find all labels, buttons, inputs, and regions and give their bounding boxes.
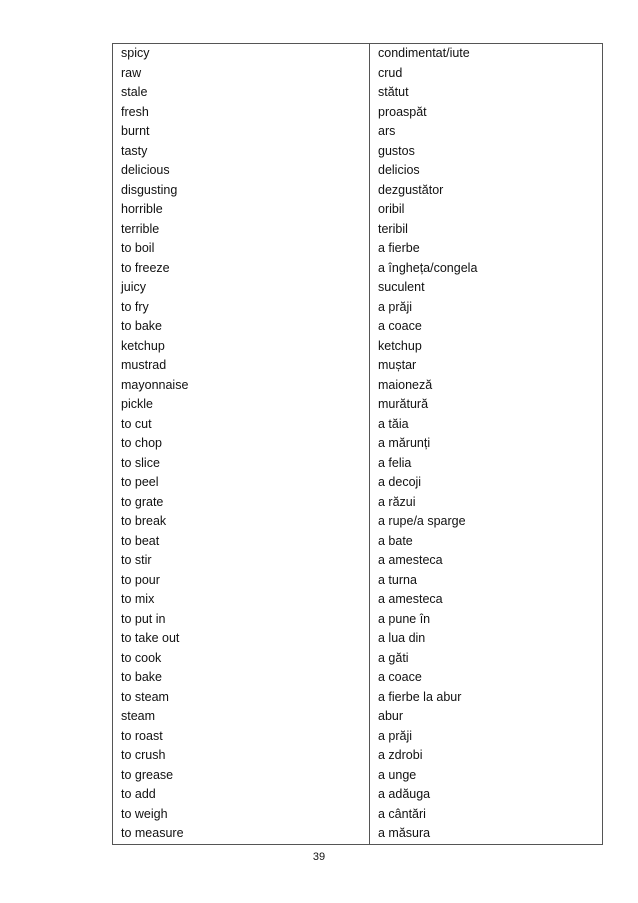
english-term: to freeze — [113, 259, 370, 279]
table-row — [113, 766, 603, 786]
table-row — [113, 64, 603, 84]
table-row — [113, 356, 603, 376]
romanian-translation: crud — [370, 64, 603, 84]
table-row — [113, 668, 603, 688]
english-term: to chop — [113, 434, 370, 454]
english-term: to grease — [113, 766, 370, 786]
romanian-translation: a coace — [370, 317, 603, 337]
romanian-translation: a găti — [370, 649, 603, 669]
english-term: to slice — [113, 454, 370, 474]
romanian-translation: murătură — [370, 395, 603, 415]
table-row — [113, 551, 603, 571]
table-row — [113, 376, 603, 396]
english-term: stale — [113, 83, 370, 103]
english-term: to measure — [113, 824, 370, 844]
table-row — [113, 688, 603, 708]
english-term: raw — [113, 64, 370, 84]
romanian-translation: suculent — [370, 278, 603, 298]
english-term: to put in — [113, 610, 370, 630]
english-term: mayonnaise — [113, 376, 370, 396]
romanian-translation: oribil — [370, 200, 603, 220]
english-term: to mix — [113, 590, 370, 610]
romanian-translation: a tăia — [370, 415, 603, 435]
romanian-translation: ketchup — [370, 337, 603, 357]
table-row — [113, 259, 603, 279]
romanian-translation: a fierbe — [370, 239, 603, 259]
romanian-translation: a bate — [370, 532, 603, 552]
table-row — [113, 200, 603, 220]
english-term: tasty — [113, 142, 370, 162]
english-term: to take out — [113, 629, 370, 649]
table-row — [113, 239, 603, 259]
romanian-translation: delicios — [370, 161, 603, 181]
table-row — [113, 805, 603, 825]
table-row — [113, 434, 603, 454]
english-term: steam — [113, 707, 370, 727]
romanian-translation: a măsura — [370, 824, 603, 844]
table-row — [113, 707, 603, 727]
english-term: to beat — [113, 532, 370, 552]
english-term: to grate — [113, 493, 370, 513]
vocabulary-table-body — [113, 44, 603, 845]
romanian-translation: a îngheța/congela — [370, 259, 603, 279]
table-row — [113, 220, 603, 240]
english-term: mustrad — [113, 356, 370, 376]
table-row — [113, 746, 603, 766]
english-term: to bake — [113, 668, 370, 688]
table-row — [113, 142, 603, 162]
table-row — [113, 512, 603, 532]
table-row — [113, 161, 603, 181]
romanian-translation: a pune în — [370, 610, 603, 630]
romanian-translation: ars — [370, 122, 603, 142]
table-row — [113, 395, 603, 415]
romanian-translation: proaspăt — [370, 103, 603, 123]
romanian-translation: maioneză — [370, 376, 603, 396]
table-row — [113, 181, 603, 201]
english-term: fresh — [113, 103, 370, 123]
english-term: to roast — [113, 727, 370, 747]
romanian-translation: a fierbe la abur — [370, 688, 603, 708]
table-row — [113, 337, 603, 357]
romanian-translation: a lua din — [370, 629, 603, 649]
english-term: delicious — [113, 161, 370, 181]
english-term: to bake — [113, 317, 370, 337]
english-term: to fry — [113, 298, 370, 318]
english-term: burnt — [113, 122, 370, 142]
table-row — [113, 727, 603, 747]
romanian-translation: a unge — [370, 766, 603, 786]
romanian-translation: a adăuga — [370, 785, 603, 805]
table-row — [113, 532, 603, 552]
romanian-translation: condimentat/iute — [370, 44, 603, 64]
table-row — [113, 590, 603, 610]
romanian-translation: muștar — [370, 356, 603, 376]
table-row — [113, 493, 603, 513]
romanian-translation: a decoji — [370, 473, 603, 493]
romanian-translation: a răzui — [370, 493, 603, 513]
table-row — [113, 785, 603, 805]
english-term: to crush — [113, 746, 370, 766]
english-term: to steam — [113, 688, 370, 708]
english-term: to weigh — [113, 805, 370, 825]
romanian-translation: a felia — [370, 454, 603, 474]
english-term: to peel — [113, 473, 370, 493]
page-number: 39 — [312, 851, 326, 863]
english-term: to cut — [113, 415, 370, 435]
english-term: to boil — [113, 239, 370, 259]
english-term: ketchup — [113, 337, 370, 357]
english-term: terrible — [113, 220, 370, 240]
english-term: spicy — [113, 44, 370, 64]
english-term: to cook — [113, 649, 370, 669]
romanian-translation: a prăji — [370, 298, 603, 318]
romanian-translation: teribil — [370, 220, 603, 240]
romanian-translation: abur — [370, 707, 603, 727]
romanian-translation: a zdrobi — [370, 746, 603, 766]
vocabulary-table — [112, 43, 603, 845]
romanian-translation: a coace — [370, 668, 603, 688]
table-row — [113, 44, 603, 64]
english-term: to break — [113, 512, 370, 532]
table-row — [113, 629, 603, 649]
table-row — [113, 571, 603, 591]
romanian-translation: a mărunți — [370, 434, 603, 454]
table-row — [113, 103, 603, 123]
table-row — [113, 83, 603, 103]
table-row — [113, 473, 603, 493]
table-row — [113, 649, 603, 669]
english-term: juicy — [113, 278, 370, 298]
romanian-translation: a prăji — [370, 727, 603, 747]
english-term: disgusting — [113, 181, 370, 201]
table-row — [113, 415, 603, 435]
english-term: to pour — [113, 571, 370, 591]
english-term: horrible — [113, 200, 370, 220]
english-term: to stir — [113, 551, 370, 571]
english-term: to add — [113, 785, 370, 805]
romanian-translation: a rupe/a sparge — [370, 512, 603, 532]
table-row — [113, 317, 603, 337]
romanian-translation: dezgustător — [370, 181, 603, 201]
table-row — [113, 824, 603, 844]
romanian-translation: gustos — [370, 142, 603, 162]
romanian-translation: a amesteca — [370, 590, 603, 610]
table-row — [113, 454, 603, 474]
romanian-translation: a turna — [370, 571, 603, 591]
romanian-translation: a cântări — [370, 805, 603, 825]
table-row — [113, 278, 603, 298]
table-row — [113, 122, 603, 142]
table-row — [113, 298, 603, 318]
english-term: pickle — [113, 395, 370, 415]
table-row — [113, 610, 603, 630]
romanian-translation: a amesteca — [370, 551, 603, 571]
romanian-translation: stătut — [370, 83, 603, 103]
